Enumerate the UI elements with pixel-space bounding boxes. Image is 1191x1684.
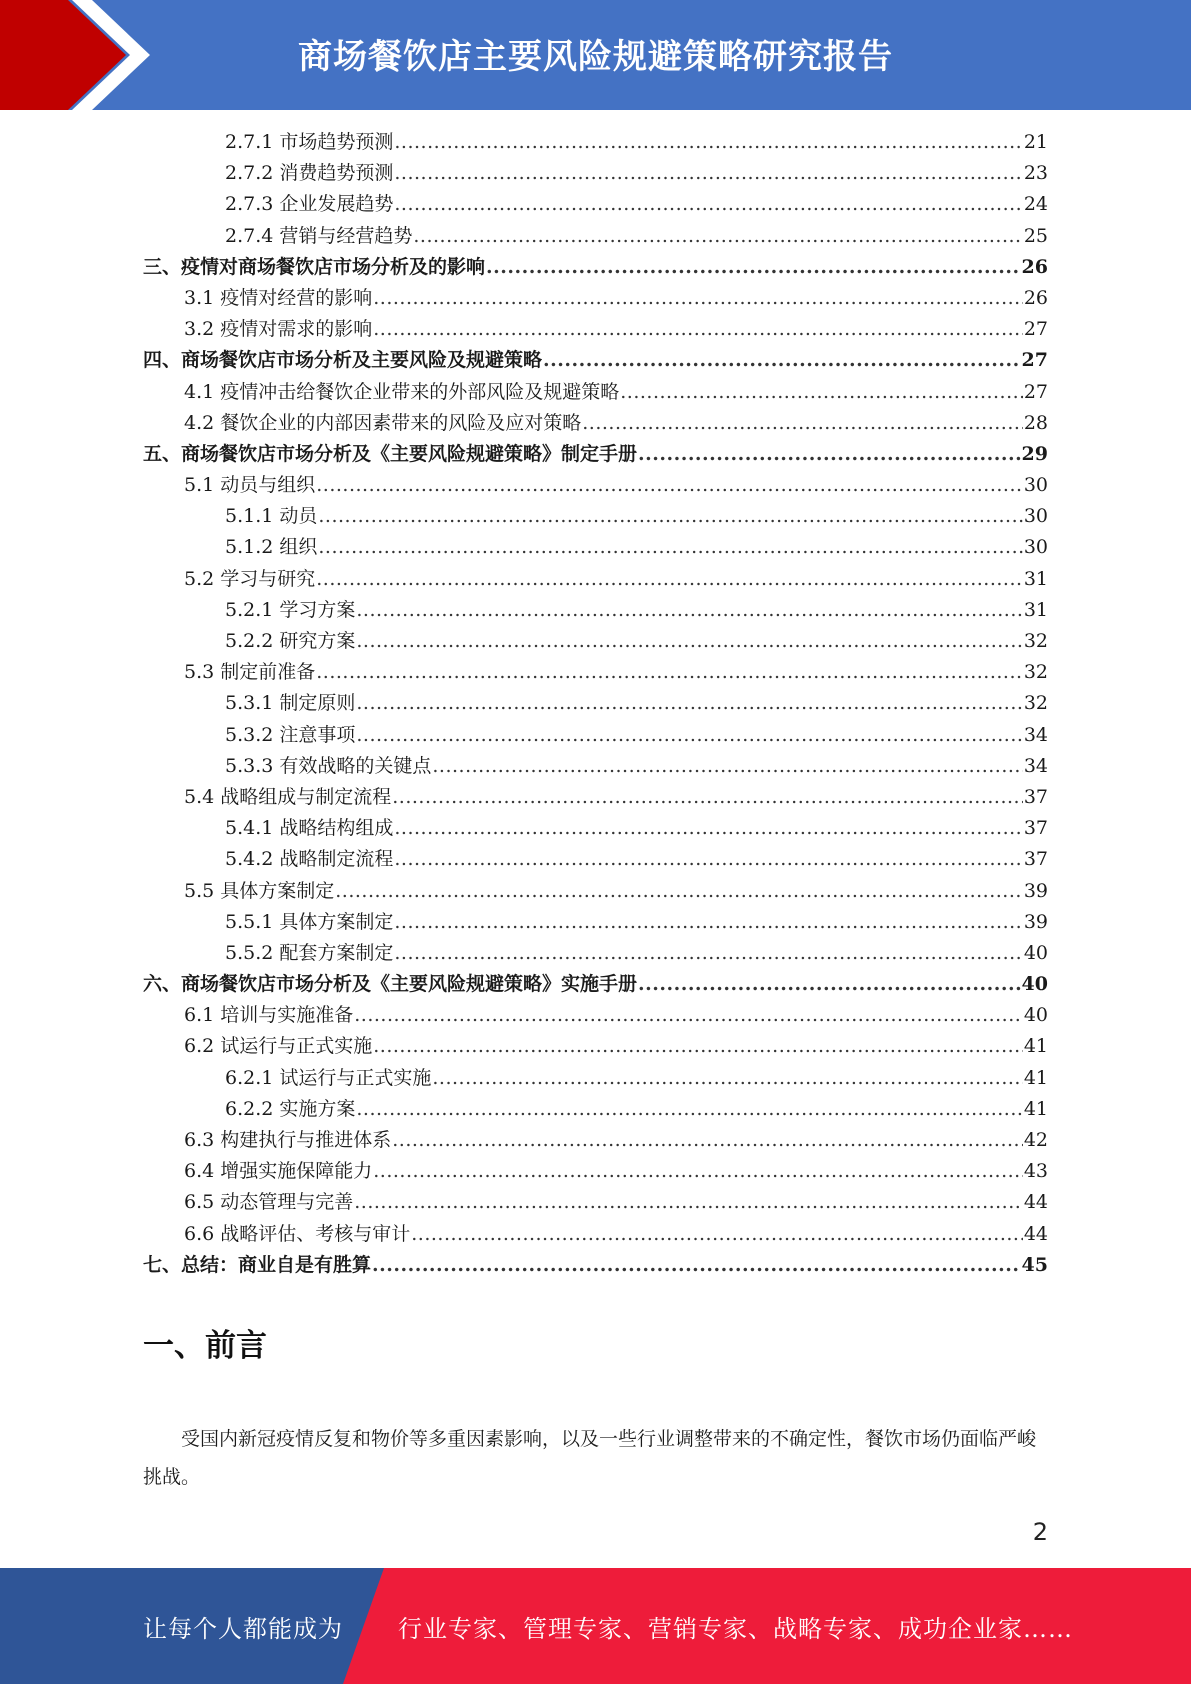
toc-entry[interactable] (143, 158, 1048, 189)
toc-dot-leader (356, 1094, 1022, 1125)
toc-dot-leader (411, 1219, 1023, 1250)
toc-entry[interactable] (143, 751, 1048, 782)
toc-dot-leader (373, 314, 1023, 345)
toc-dot-leader (316, 564, 1023, 595)
toc-entry-page: 40 (1023, 1004, 1048, 1027)
toc-entry[interactable] (143, 1250, 1048, 1281)
toc-entry[interactable] (143, 720, 1048, 751)
toc-entry[interactable] (143, 1094, 1048, 1125)
toc-entry[interactable] (143, 1063, 1048, 1094)
toc-entry[interactable] (143, 252, 1048, 283)
toc-entry[interactable] (143, 408, 1048, 439)
toc-entry-page: 34 (1023, 754, 1048, 777)
toc-dot-leader (392, 1125, 1023, 1156)
toc-entry[interactable] (143, 1000, 1048, 1031)
toc-entry-title: 5.1 动员与组织 (184, 474, 316, 497)
toc-dot-leader (620, 377, 1023, 408)
toc-entry-page: 25 (1023, 224, 1048, 247)
toc-entry[interactable] (143, 626, 1048, 657)
toc-dot-leader (392, 782, 1023, 813)
toc-entry[interactable] (143, 969, 1048, 1000)
toc-entry-page: 30 (1023, 536, 1048, 559)
page-footer (0, 1568, 1191, 1684)
toc-dot-leader (356, 688, 1022, 719)
toc-entry-title: 5.3.2 注意事项 (225, 723, 356, 746)
toc-dot-leader (335, 876, 1023, 907)
toc-entry-title: 六、商场餐饮店市场分析及《主要风险规避策略》实施手册 (143, 973, 638, 996)
toc-dot-leader (373, 1031, 1023, 1062)
toc-entry[interactable] (143, 439, 1048, 470)
toc-dot-leader (432, 1063, 1022, 1094)
toc-entry-title: 6.2.1 试运行与正式实施 (225, 1066, 432, 1089)
toc-entry-page: 41 (1023, 1035, 1048, 1058)
toc-entry-page: 39 (1023, 879, 1048, 902)
toc-entry-page: 26 (1021, 255, 1048, 278)
toc-entry-page: 44 (1023, 1191, 1048, 1214)
toc-entry[interactable] (143, 876, 1048, 907)
toc-entry[interactable] (143, 127, 1048, 158)
toc-entry-title: 七、总结：商业自是有胜算 (143, 1253, 372, 1276)
toc-entry[interactable] (143, 283, 1048, 314)
toc-entry[interactable] (143, 377, 1048, 408)
toc-entry[interactable] (143, 189, 1048, 220)
toc-entry-title: 6.3 构建执行与推进体系 (184, 1129, 392, 1151)
toc-dot-leader (638, 969, 1021, 1000)
toc-entry-page: 34 (1023, 723, 1048, 746)
toc-entry-title: 五、商场餐饮店市场分析及《主要风险规避策略》制定手册 (143, 442, 638, 465)
toc-dot-leader (582, 408, 1023, 439)
toc-dot-leader (373, 283, 1023, 314)
toc-entry[interactable] (143, 813, 1048, 844)
toc-dot-leader (413, 221, 1022, 252)
toc-entry-page: 31 (1023, 598, 1048, 621)
toc-entry-title: 6.5 动态管理与完善 (184, 1191, 354, 1214)
toc-entry-page: 27 (1023, 380, 1048, 403)
toc-entry-title: 5.5 具体方案制定 (184, 879, 335, 902)
toc-entry[interactable] (143, 907, 1048, 938)
toc-entry-title: 5.3.3 有效战略的关键点 (225, 754, 432, 777)
toc-dot-leader (432, 751, 1022, 782)
toc-entry-title: 2.7.3 企业发展趋势 (225, 193, 394, 216)
toc-entry[interactable] (143, 501, 1048, 532)
toc-entry-title: 2.7.4 营销与经营趋势 (225, 224, 413, 247)
toc-entry-page: 27 (1021, 349, 1048, 372)
toc-entry-page: 44 (1023, 1222, 1048, 1245)
toc-entry-title: 6.1 培训与实施准备 (184, 1004, 354, 1027)
toc-entry-page: 45 (1021, 1253, 1048, 1276)
toc-entry[interactable] (143, 844, 1048, 875)
toc-entry-title: 5.3.1 制定原则 (225, 692, 356, 715)
toc-dot-leader (394, 938, 1022, 969)
toc-entry-page: 32 (1023, 630, 1048, 652)
toc-entry-page: 42 (1023, 1129, 1048, 1151)
toc-entry[interactable] (143, 657, 1048, 688)
toc-dot-leader (354, 1187, 1023, 1218)
toc-entry-title: 5.2.1 学习方案 (225, 598, 356, 621)
toc-dot-leader (394, 844, 1022, 875)
toc-dot-leader (316, 657, 1023, 688)
toc-entry-page: 41 (1023, 1066, 1048, 1089)
toc-entry-page: 40 (1023, 941, 1048, 964)
toc-entry-page: 23 (1023, 162, 1048, 185)
toc-entry-title: 6.6 战略评估、考核与审计 (184, 1222, 411, 1245)
toc-dot-leader (486, 252, 1021, 283)
section-heading: 一、前言 (143, 1328, 267, 1364)
toc-entry-page: 30 (1023, 505, 1048, 528)
toc-entry-page: 30 (1023, 474, 1048, 497)
toc-entry-page: 26 (1023, 286, 1048, 309)
toc-dot-leader (394, 158, 1022, 189)
toc-entry[interactable] (143, 1187, 1048, 1218)
toc-entry-title: 5.1.1 动员 (225, 505, 318, 528)
toc-entry-title: 4.2 餐饮企业的内部因素带来的风险及应对策略 (184, 411, 582, 434)
toc-dot-leader (543, 345, 1021, 376)
toc-entry[interactable] (143, 564, 1048, 595)
toc-entry-title: 2.7.2 消费趋势预测 (225, 162, 394, 185)
page-number: 2 (1032, 1518, 1048, 1546)
toc-entry[interactable] (143, 1156, 1048, 1187)
toc-entry-title: 6.2.2 实施方案 (225, 1097, 356, 1120)
toc-entry-title: 三、疫情对商场餐饮店市场分析及的影响 (143, 255, 486, 278)
toc-entry-title: 5.3 制定前准备 (184, 661, 316, 684)
toc-entry-title: 2.7.1 市场趋势预测 (225, 131, 394, 153)
toc-entry-page: 39 (1023, 910, 1048, 933)
toc-dot-leader (354, 1000, 1023, 1031)
toc-entry[interactable] (143, 782, 1048, 813)
toc-entry-title: 5.1.2 组织 (225, 536, 318, 559)
toc-dot-leader (394, 813, 1022, 844)
toc-dot-leader (373, 1156, 1023, 1187)
toc-entry-title: 5.2 学习与研究 (184, 567, 316, 590)
toc-entry-page: 24 (1023, 193, 1048, 216)
toc-entry[interactable] (143, 938, 1048, 969)
toc-entry-page: 29 (1021, 442, 1048, 465)
toc-entry[interactable] (143, 595, 1048, 626)
toc-entry-title: 5.2.2 研究方案 (225, 630, 356, 652)
toc-entry-title: 4.1 疫情冲击给餐饮企业带来的外部风险及规避策略 (184, 380, 620, 403)
toc-entry-title: 3.1 疫情对经营的影响 (184, 286, 373, 309)
toc-dot-leader (394, 907, 1022, 938)
toc-entry-title: 6.4 增强实施保障能力 (184, 1160, 373, 1183)
page-header (0, 0, 1191, 110)
toc-entry-title: 5.4 战略组成与制定流程 (184, 785, 392, 808)
toc-dot-leader (356, 720, 1022, 751)
toc-entry-page: 27 (1023, 318, 1048, 341)
toc-dot-leader (356, 626, 1022, 657)
toc-dot-leader (316, 470, 1023, 501)
toc-dot-leader (356, 595, 1022, 626)
toc-entry-page: 37 (1023, 785, 1048, 808)
toc-entry[interactable] (143, 1219, 1048, 1250)
toc-dot-leader (638, 439, 1021, 470)
toc-entry[interactable] (143, 1125, 1048, 1156)
toc-entry-title: 5.4.2 战略制定流程 (225, 848, 394, 871)
toc-entry-page: 41 (1023, 1097, 1048, 1120)
toc-entry[interactable] (143, 345, 1048, 376)
footer-slogan-left: 让每个人都能成为 (143, 1614, 343, 1643)
toc-entry-page: 21 (1023, 131, 1048, 153)
toc-entry-title: 四、商场餐饮店市场分析及主要风险及规避策略 (143, 349, 543, 372)
toc-entry-page: 43 (1023, 1160, 1048, 1183)
footer-slogan-right: 行业专家、管理专家、营销专家、战略专家、成功企业家…… (398, 1614, 1073, 1643)
toc-entry[interactable] (143, 470, 1048, 501)
toc-entry-title: 3.2 疫情对需求的影响 (184, 318, 373, 341)
document-title: 商场餐饮店主要风险规避策略研究报告 (298, 36, 893, 77)
toc-entry-page: 37 (1023, 817, 1048, 840)
toc-dot-leader (394, 127, 1022, 158)
toc-entry[interactable] (143, 314, 1048, 345)
toc-entry-page: 40 (1021, 973, 1048, 996)
toc-entry[interactable] (143, 1031, 1048, 1062)
toc-entry-page: 31 (1023, 567, 1048, 590)
toc-entry[interactable] (143, 532, 1048, 563)
toc-entry[interactable] (143, 688, 1048, 719)
table-of-contents (143, 127, 1048, 1281)
toc-entry-page: 32 (1023, 661, 1048, 684)
toc-dot-leader (318, 501, 1022, 532)
toc-entry-page: 32 (1023, 692, 1048, 715)
toc-entry-title: 5.4.1 战略结构组成 (225, 817, 394, 840)
toc-entry-page: 37 (1023, 848, 1048, 871)
toc-dot-leader (372, 1250, 1021, 1281)
toc-entry-page: 28 (1023, 411, 1048, 434)
toc-entry-title: 5.5.2 配套方案制定 (225, 941, 394, 964)
toc-entry[interactable] (143, 221, 1048, 252)
toc-entry-title: 5.5.1 具体方案制定 (225, 910, 394, 933)
toc-dot-leader (394, 189, 1022, 220)
toc-dot-leader (318, 532, 1022, 563)
body-paragraph: 受国内新冠疫情反复和物价等多重因素影响，以及一些行业调整带来的不确定性，餐饮市场仍面临严峻挑战。 (143, 1428, 1037, 1488)
toc-entry-title: 6.2 试运行与正式实施 (184, 1035, 373, 1058)
